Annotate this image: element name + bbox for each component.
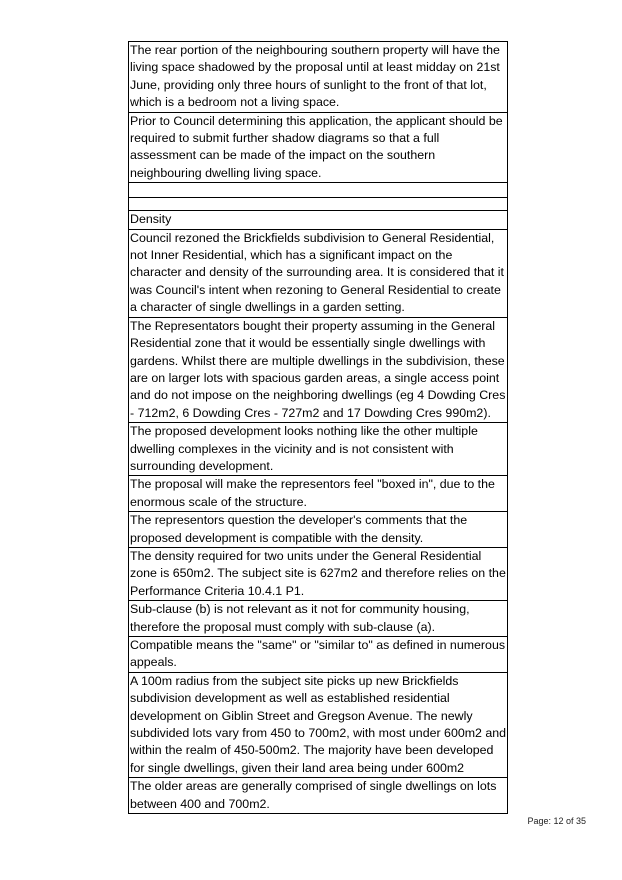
table-row <box>129 476 508 512</box>
page-number: Page: 12 of 35 <box>527 816 586 826</box>
table-cell-shadow-rear: The rear portion of the neighbouring southern property will have the living space shadowed by the proposal until at least midday on 21st June, providing only three hours of sunlight to the front of that lot, which is a bedroom not a living space. <box>129 42 508 113</box>
table-row <box>129 42 508 113</box>
table-cell-empty <box>129 198 508 211</box>
table-cell-inconsistent: The proposed development looks nothing like the other multiple dwelling complexes in the vicinity and is not consistent with surrounding development. <box>129 423 508 476</box>
table-row <box>129 637 508 673</box>
table-cell-shadow-diagrams: Prior to Council determining this application, the applicant should be required to submit further shadow diagrams so that a full assessment can be made of the impact on the southern neighbouring dwelling living space. <box>129 112 508 183</box>
table-row <box>129 512 508 548</box>
table-row <box>129 317 508 422</box>
table-cell-empty <box>129 183 508 198</box>
table-cell-boxed-in: The proposal will make the representors feel "boxed in", due to the enormous scale of the structure. <box>129 476 508 512</box>
table-row <box>129 229 508 317</box>
table-row <box>129 423 508 476</box>
table-cell-density-required: The density required for two units under the General Residential zone is 650m2. The subject site is 627m2 and therefore relies on the Performance Criteria 10.4.1 P1. <box>129 547 508 600</box>
document-table <box>128 41 508 814</box>
table-cell-compatible: Compatible means the "same" or "similar to" as defined in numerous appeals. <box>129 637 508 673</box>
table-row <box>129 112 508 183</box>
table-cell-density-question: The representors question the developer's comments that the proposed development is compatible with the density. <box>129 512 508 548</box>
table-row <box>129 198 508 211</box>
table-row <box>129 778 508 814</box>
table-row <box>129 547 508 600</box>
table-cell-representators: The Representators bought their property assuming in the General Residential zone that it would be essentially single dwellings with gardens. Whilst there are multiple dwellings in the subdivision, these are on larger lots with spacious garden areas, a single access point and do not impose on the neighboring dwellings (eg 4 Dowding Cres - 712m2, 6 Dowding Cres - 727m2 and 17 Dowding Cres 990m2). <box>129 317 508 422</box>
table-row <box>129 183 508 198</box>
table-cell-older-areas: The older areas are generally comprised of single dwellings on lots between 400 and 700m2. <box>129 778 508 814</box>
section-heading-density: Density <box>129 211 508 229</box>
table-row <box>129 601 508 637</box>
table-row <box>129 672 508 777</box>
table-cell-sub-clause: Sub-clause (b) is not relevant as it not for community housing, therefore the proposal must comply with sub-clause (a). <box>129 601 508 637</box>
table-row <box>129 211 508 229</box>
table-cell-radius: A 100m radius from the subject site picks up new Brickfields subdivision development as well as established residential development on Giblin Street and Gregson Avenue. The newly subdivided lots vary from 450 to 700m2, with most under 600m2 and within the realm of 450-500m2. The majority have been developed for single dwellings, given their land area being under 600m2 <box>129 672 508 777</box>
table-cell-rezoning: Council rezoned the Brickfields subdivision to General Residential, not Inner Residential, which has a significant impact on the character and density of the surrounding area. It is considered that it was Council's intent when rezoning to General Residential to create a character of single dwellings in a garden setting. <box>129 229 508 317</box>
